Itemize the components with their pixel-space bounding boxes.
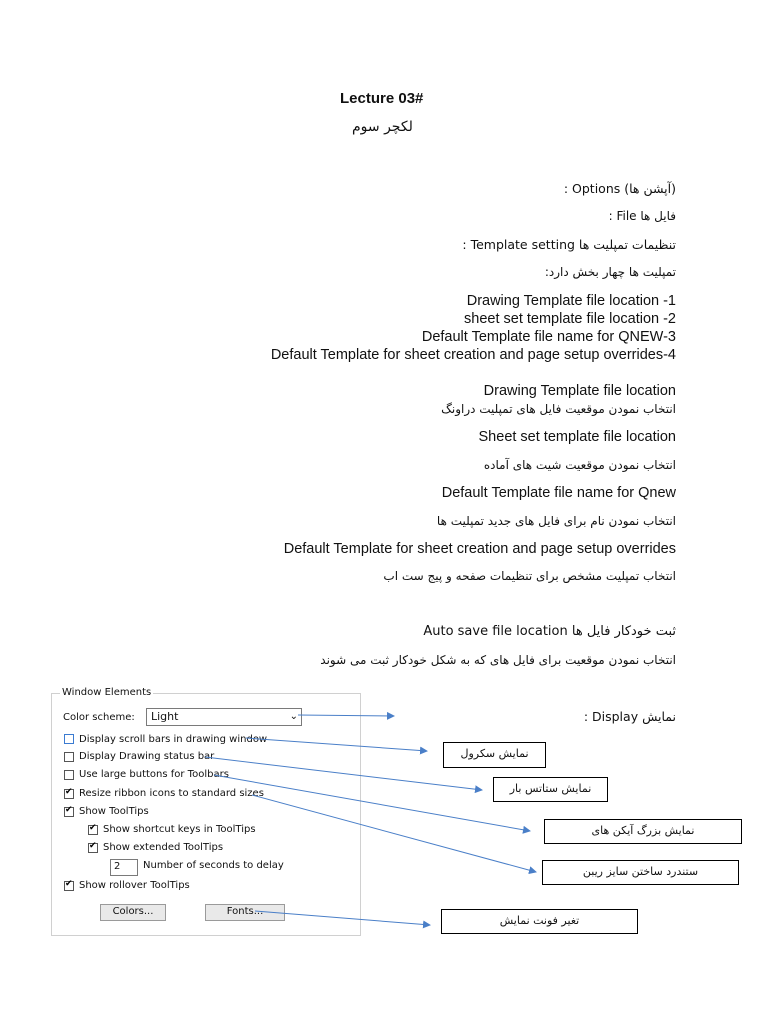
callout-large-icons: نمایش بزرگ آیکن های [544,819,742,844]
scroll-bars-label: Display scroll bars in drawing window [79,734,268,745]
auto-save-heading: ثبت خودکار فایل ها Auto save file location [423,624,676,639]
color-scheme-value: Light [151,710,179,723]
template-setting-line: تنظیمات تمپلیت ها Template setting : [462,237,676,252]
list-item-4: Default Template for sheet creation and page setup overrides-4 [270,347,676,363]
chevron-down-icon: ⌄ [289,711,298,722]
template-parts-line: تمپلیت ها چهار بخش دارد: [544,265,676,279]
status-bar-label: Display Drawing status bar [79,751,215,762]
delay-seconds-label: Number of seconds to delay [143,860,284,871]
callout-ribbon: ستندرد ساختن سایز ریبن [542,860,739,885]
rollover-tooltips-checkbox[interactable] [64,881,74,891]
section-1-text: انتخاب نمودن موقعیت فایل های تمپلیت دراونگ [441,402,676,416]
options-line: (آپشن ها) Options : [563,181,676,196]
color-scheme-select[interactable] [146,708,302,726]
section-3-heading: Default Template file name for Qnew [441,485,676,501]
list-item-3: Default Template file name for QNEW-3 [421,329,676,345]
lecture-title: Lecture 03# [340,90,424,107]
color-scheme-label: Color scheme: [63,712,135,723]
shortcut-keys-label: Show shortcut keys in ToolTips [103,824,256,835]
callout-status: نمایش ستاتس بار [493,777,608,802]
file-line: فایل ها File : [608,209,676,223]
section-1-heading: Drawing Template file location [483,383,676,399]
scroll-bars-checkbox[interactable] [64,734,74,744]
resize-ribbon-label: Resize ribbon icons to standard sizes [79,788,264,799]
window-elements-panel [51,687,361,936]
rollover-tooltips-label: Show rollover ToolTips [79,880,190,891]
section-3-text: انتخاب نمودن نام برای فایل های جدید تمپلیت ها [436,514,676,528]
callout-font: تغیر فونت نمایش [441,909,638,934]
section-4-text: انتخاب تمپلیت مشخص برای تنظیمات صفحه و پیج ست اب [383,569,676,583]
large-buttons-label: Use large buttons for Toolbars [79,769,229,780]
extended-tooltips-label: Show extended ToolTips [103,842,224,853]
list-item-1: Drawing Template file location -1 [466,293,676,309]
shortcut-keys-checkbox[interactable] [88,825,98,835]
extended-tooltips-checkbox[interactable] [88,843,98,853]
show-tooltips-label: Show ToolTips [79,806,149,817]
fonts-button[interactable]: Fonts... [205,904,285,921]
callout-scroll: نمایش سکرول [443,742,546,768]
status-bar-checkbox[interactable] [64,752,74,762]
show-tooltips-checkbox[interactable] [64,807,74,817]
resize-ribbon-checkbox[interactable] [64,789,74,799]
list-item-2: sheet set template file location -2 [464,311,676,327]
auto-save-text: انتخاب نمودن موقعیت برای فایل های که به شکل خودکار ثبت می شوند [320,653,676,667]
section-2-heading: Sheet set template file location [478,429,676,445]
colors-button[interactable]: Colors... [100,904,166,921]
delay-seconds-input[interactable]: 2 [110,859,138,876]
large-buttons-checkbox[interactable] [64,770,74,780]
section-2-text: انتخاب نمودن موقعیت شیت های آماده [483,458,676,472]
section-4-heading: Default Template for sheet creation and page setup overrides [283,541,676,557]
display-heading: نمایش Display : [583,709,676,724]
panel-legend: Window Elements [62,687,152,698]
lecture-subtitle: لکچر سوم [352,119,413,135]
